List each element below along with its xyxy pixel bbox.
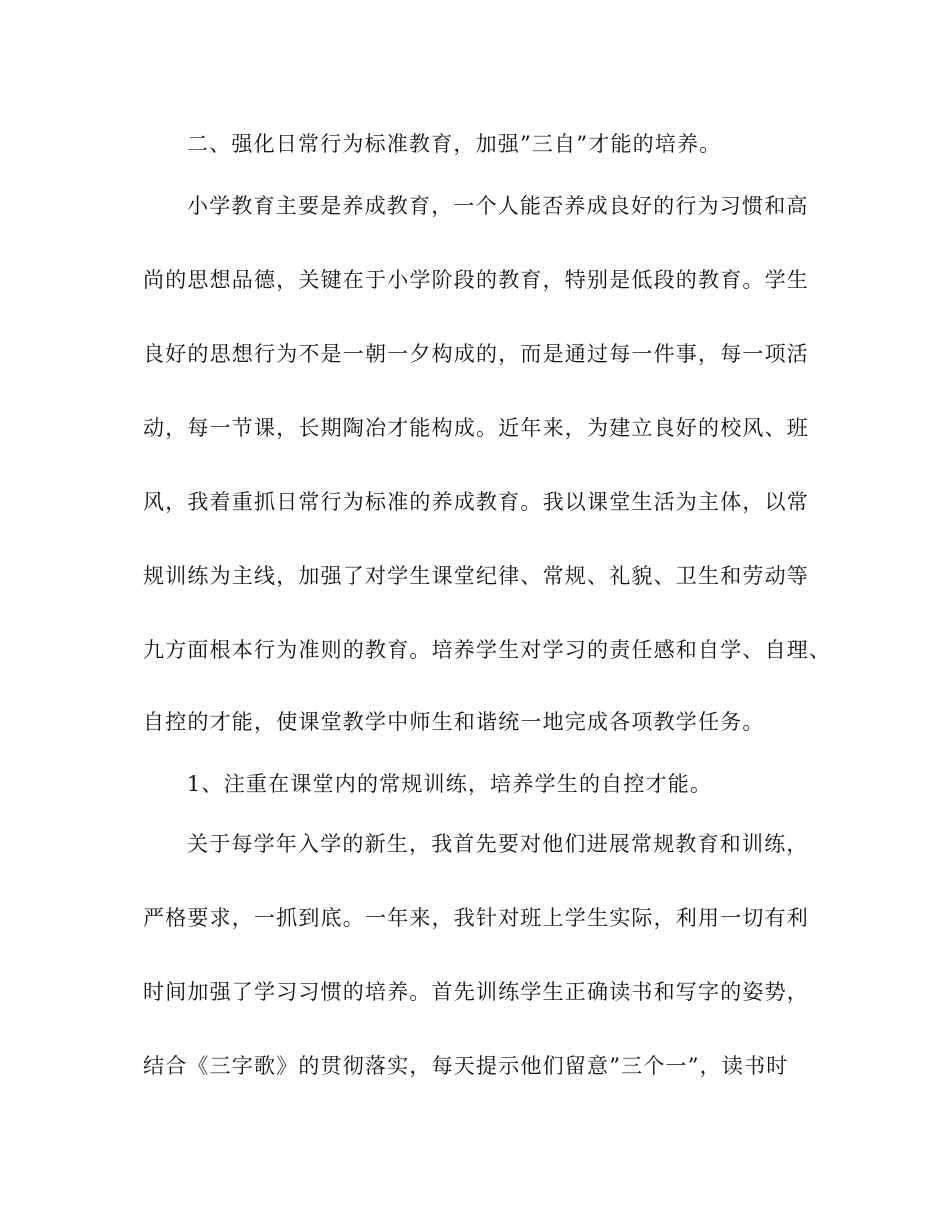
paragraph-line: 尚的思想品德，关键在于小学阶段的教育，特别是低段的教育。学生 [143,268,809,292]
paragraph-line: 时间加强了学习习惯的培养。首先训练学生正确读书和写字的姿势， [143,980,809,1004]
paragraph-line: 九方面根本行为准则的教育。培养学生对学习的责任感和自学、自理、 [143,638,832,662]
section-heading: 二、强化日常行为标准教育，加强”三自”才能的培养。 [187,132,722,156]
paragraph-line: 小学教育主要是养成教育，一个人能否养成良好的行为习惯和高 [187,194,809,218]
subsection-heading: 1、注重在课堂内的常规训练，培养学生的自控才能。 [187,772,713,796]
paragraph-line: 良好的思想行为不是一朝一夕构成的，而是通过每一件事，每一项活 [143,342,809,366]
paragraph-line: 风，我着重抓日常行为标准的养成教育。我以课堂生活为主体，以常 [143,490,809,514]
paragraph-line: 关于每学年入学的新生，我首先要对他们进展常规教育和训练， [187,832,809,856]
paragraph-line: 严格要求，一抓到底。一年来，我针对班上学生实际，利用一切有利 [143,906,809,930]
paragraph-line: 规训练为主线，加强了对学生课堂纪律、常规、礼貌、卫生和劳动等 [143,564,809,588]
paragraph-line: 自控的才能，使课堂教学中师生和谐统一地完成各项教学任务。 [143,710,765,734]
paragraph-line: 结合《三字歌》的贯彻落实，每天提示他们留意”三个一”，读书时 [143,1054,789,1078]
paragraph-line: 动，每一节课，长期陶冶才能构成。近年来，为建立良好的校风、班 [143,416,809,440]
